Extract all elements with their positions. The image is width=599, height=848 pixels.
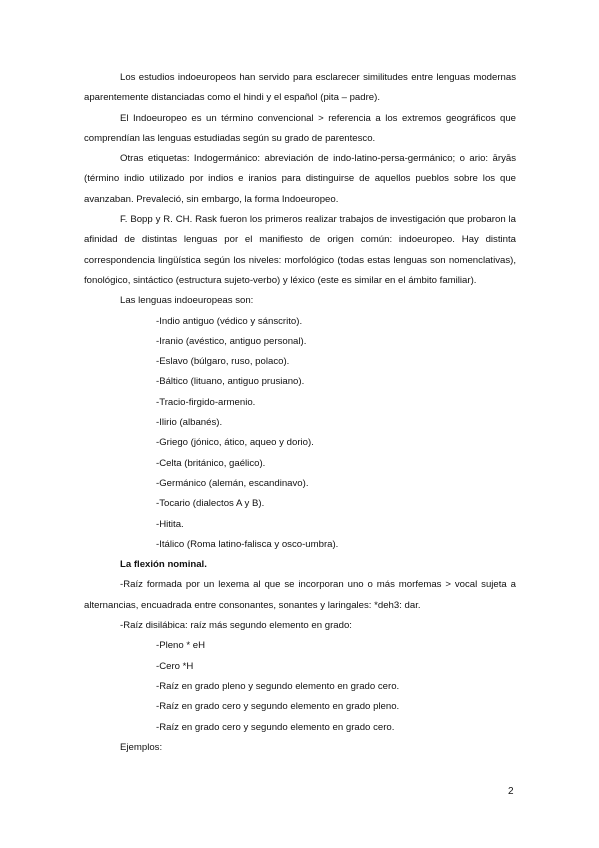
list-item: -Hitita.	[156, 518, 184, 530]
list-item: -Pleno * eH	[156, 640, 206, 652]
list-item: -Báltico (lituano, antiguo prusiano).	[156, 376, 305, 388]
list-item: -Griego (jónico, ático, aqueo y dorio).	[156, 437, 314, 449]
list-item: -Itálico (Roma latino-falisca y osco-umbra).	[156, 538, 339, 550]
examples-label: Ejemplos:	[120, 741, 163, 753]
list-item: -Indio antiguo (védico y sánscrito).	[156, 315, 303, 327]
list-item: -Ilirio (albanés).	[156, 417, 223, 429]
list-item: -Raíz en grado cero y segundo elemento en grado cero.	[156, 721, 395, 733]
list-item: -Iranio (avéstico, antiguo personal).	[156, 335, 307, 347]
list-item: -Tocario (dialectos A y B).	[156, 498, 265, 510]
paragraph-indoeuropeo: El Indoeuropeo es un término convencional > referencia a los extremos geográficos que comprendían las lenguas estudiadas según su grado de parentesco.	[84, 112, 516, 144]
list-item: -Raíz en grado pleno y segundo elemento en grado cero.	[156, 680, 400, 692]
list-item: -Germánico (alemán, escandinavo).	[156, 477, 309, 489]
paragraph-intro: Los estudios indoeuropeos han servido para esclarecer similitudes entre lenguas modernas aparentemente distanciadas como el hindi y el español (pita – padre).	[84, 72, 516, 104]
languages-list	[84, 312, 516, 556]
page-number: 2	[508, 786, 514, 797]
paragraph-root-definition: -Raíz formada por un lexema al que se incorporan uno o más morfemas > vocal sujeta a alternancias, encuadrada entre consonantes, sonantes y laringales: *deh3: dar.	[84, 579, 516, 611]
paragraph-etiquetas: Otras etiquetas: Indogermánico: abreviación de indo-latino-persa-germánico; o ario: āryās (término indio utilizado por indios e iranios para distinguirse de aquellos pueblos sobre los que avanzaban. Prevaleció, sin embargo, la forma Indoeuropeo.	[84, 153, 516, 205]
list-item: -Cero *H	[156, 660, 194, 672]
list-item: -Tracio-firgido-armenio.	[156, 396, 256, 408]
list-item: -Eslavo (búlgaro, ruso, polaco).	[156, 356, 290, 368]
section-heading: La flexión nominal.	[120, 559, 207, 571]
paragraph-bopp-rask: F. Bopp y R. CH. Rask fueron los primeros realizar trabajos de investigación que probaron la afinidad de distintas lenguas por el manifiesto de origen común: indoeuropeo. Hay distinta correspondencia lingüística según los niveles: morfológico (todas estas lenguas son nomenclativas), fonológico, sintáctico (estructura sujeto-verbo) y léxico (este es similar en el ámbito familiar).	[84, 214, 516, 286]
grades-list	[84, 636, 516, 737]
languages-intro: Las lenguas indoeuropeas son:	[120, 295, 254, 307]
list-item: -Celta (británico, gaélico).	[156, 457, 266, 469]
page-content	[84, 68, 516, 758]
paragraph-disyllabic-root: -Raíz disilábica: raíz más segundo elemento en grado:	[120, 620, 352, 632]
list-item: -Raíz en grado cero y segundo elemento en grado pleno.	[156, 701, 400, 713]
